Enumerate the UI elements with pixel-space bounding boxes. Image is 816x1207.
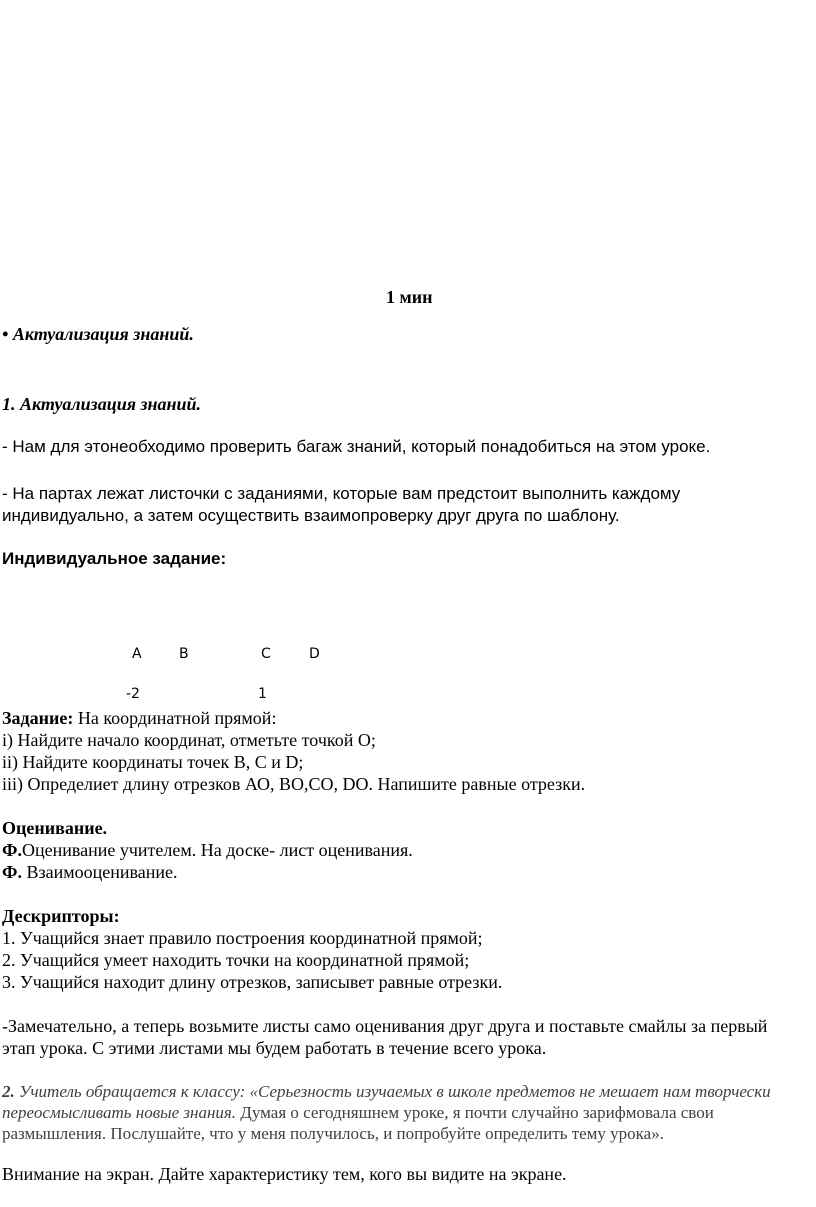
task-item-3: iii) Определиет длину отрезков АО, ВО,СО, DО. Напишите равные отрезки. <box>2 774 586 794</box>
descriptor-item-1: 1. Учащийся знает правило построения координатной прямой; <box>2 928 483 948</box>
assessment-line-2-text: Взаимооценивание. <box>21 862 178 882</box>
tick-label-1: 1 <box>258 686 267 702</box>
task-intro-text: На координатной прямой: <box>73 708 277 728</box>
duration-label: 1 мин <box>386 287 433 307</box>
screen-note: Внимание на экран. Дайте характеристику тем, кого вы видите на экране. <box>2 1164 567 1184</box>
assessment-line-1-text: Оценивание учителем. На доске- лист оценивания. <box>21 840 413 860</box>
individual-task-heading: Индивидуальное задание: <box>2 549 227 568</box>
point-label-b: B <box>179 646 189 662</box>
bullet-section-title <box>2 323 194 345</box>
section-2-regular-text: Думая о сегодняшнем уроке, я почти случайно зарифмовала свои размышления. Послушайте, что у меня получилось, и попробуйте определить тему урока». <box>2 1103 714 1143</box>
section-1-line-1: - Нам для этонеобходимо проверить багаж знаний, который понадобиться на этом уроке. <box>2 437 711 456</box>
section-1-heading <box>2 393 201 415</box>
section-1-number: 1. <box>2 394 16 414</box>
point-label-a: A <box>132 646 142 662</box>
section-2-number: 2. <box>2 1082 15 1101</box>
point-label-d: D <box>309 646 320 662</box>
assessment-line-2 <box>2 861 178 883</box>
task-item-1: i) Найдите начало координат, отметьте точкой О; <box>2 730 376 750</box>
section-2-paragraph <box>2 1081 814 1144</box>
task-intro <box>2 707 276 729</box>
descriptor-item-2: 2. Учащийся умеет находить точки на координатной прямой; <box>2 950 470 970</box>
section-2-italic-text: Учитель обращается к классу: «Серьезность изучаемых в школе предметов не мешает нам творчески переосмысливать новые знания. <box>2 1082 771 1122</box>
tick-label-minus-2: -2 <box>126 686 140 702</box>
descriptor-item-3: 3. Учащийся находит длину отрезков, записывет равные отрезки. <box>2 972 503 992</box>
bullet-icon: • <box>2 324 9 344</box>
assessment-line-2-prefix: Ф. <box>2 862 22 882</box>
section-1-title: Актуализация знаний. <box>20 394 202 414</box>
closing-paragraph: -Замечательно, а теперь возьмите листы само оценивания друг друга и поставьте смайлы за первый этап урока. С этими листами мы будем работать в течение всего урока. <box>2 1016 768 1058</box>
bullet-section-text: Актуализация знаний. <box>12 324 194 344</box>
assessment-heading: Оценивание. <box>2 818 108 838</box>
task-label: Задание: <box>2 708 74 728</box>
assessment-line-1-prefix: Ф. <box>2 840 22 860</box>
section-1-line-2: - На партах лежат листочки с заданиями, которые вам предстоит выполнить каждому индивидуально, а затем осуществить взаимопроверку друг друга по шаблону. <box>2 484 681 525</box>
task-item-2: ii) Найдите координаты точек В, С и D; <box>2 752 304 772</box>
assessment-line-1 <box>2 839 413 861</box>
point-label-c: C <box>261 646 271 662</box>
descriptors-heading: Дескрипторы: <box>2 906 120 926</box>
